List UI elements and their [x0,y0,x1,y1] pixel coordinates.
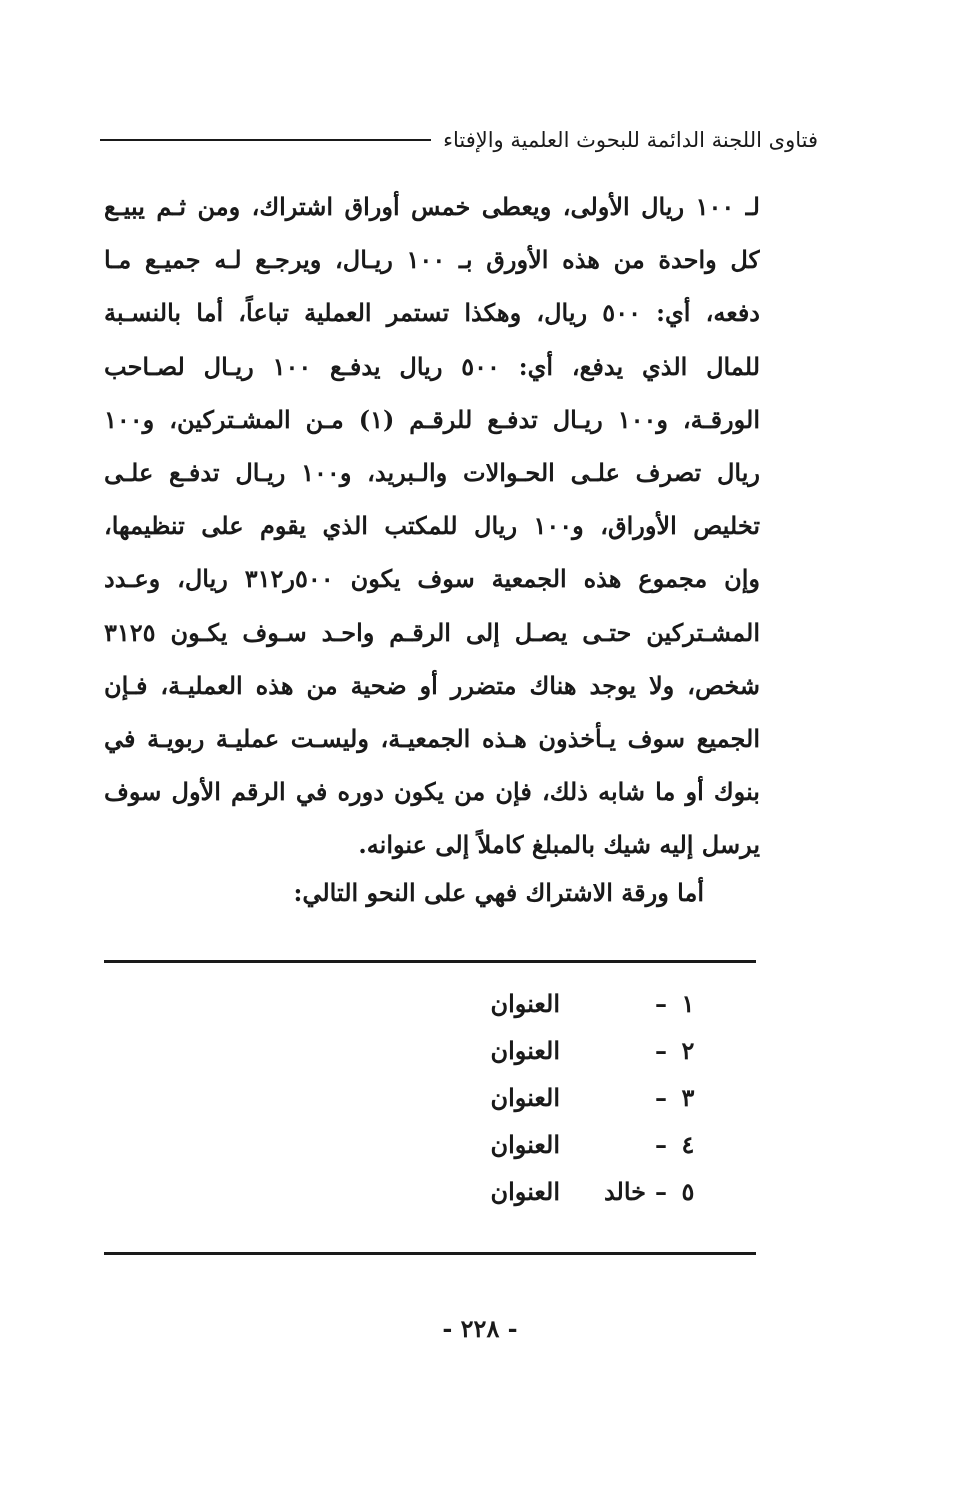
form-top-rule [104,960,756,963]
form-row-number: ١ [681,989,695,1018]
form-row-number: ٢ [681,1036,695,1065]
page-number: - ٢٢٨ - [442,1314,518,1343]
running-header [100,118,818,162]
body-line: بنوك أو ما شابه ذلك، فإن من يكون دوره في الرقم الأول سوف [104,777,760,807]
form-row [380,1027,700,1074]
running-header-title: فتاوى اللجنة الدائمة للبحوث العلمية والإفتاء [443,128,818,152]
form-row-address-label: العنوان [490,1083,560,1112]
form-row-address-label: العنوان [490,1177,560,1206]
form-row [380,980,700,1027]
header-rule [100,139,431,141]
body-line: الجميع سوف يـأخذون هـذه الجمعيـة، وليسـت عمليـة ربويـة في [104,724,760,754]
form-row-dash: – [655,989,667,1018]
subscription-form [380,980,700,1215]
form-row-address-label: العنوان [490,1130,560,1159]
form-row-dash: – [655,1130,667,1159]
body-text [104,180,760,872]
form-row-dash: – [655,1036,667,1065]
form-row [380,1168,700,1215]
body-line: كل واحدة من هذه الأورق بـ ١٠٠ ريـال، ويرجـع لـه جميـع مـا [104,245,760,275]
form-row-address-label: العنوان [490,989,560,1018]
body-line: لـ ١٠٠ ريال الأولى، ويعطى خمس أوراق اشتراك، ومن ثـم يبيـع [104,192,760,221]
form-row-dash: – [655,1083,667,1112]
body-line: دفعه، أي: ٥٠٠ ريال، وهكذا تستمر العملية تباعاً، أما بالنسـبة [104,298,760,328]
body-line: ريال تصرف علـى الحـوالات والـبريد، و١٠٠ ريـال تدفـع علـى [104,458,760,488]
form-row-number: ٤ [681,1130,695,1159]
body-line: الورقـة، و١٠٠ ريـال تدفـع للرقـم (١) مـن المشـتركين، و١٠٠ [104,404,760,434]
form-bottom-rule [104,1252,756,1255]
form-row-address-label: العنوان [490,1036,560,1065]
form-row-name: خالد [603,1177,646,1206]
form-row-number: ٥ [681,1177,695,1206]
form-row-number: ٣ [681,1083,695,1112]
body-line: تخليص الأوراق، و١٠٠ ريال للمكتب الذي يقوم على تنظيمها، [104,511,760,541]
form-row-dash: – [655,1177,667,1206]
body-line: وإن مجموع هذه الجمعية سوف يكون ٥٠٠ر٣١٢ ريال، وعـدد [104,564,760,594]
form-row [380,1121,700,1168]
body-line: للمال الذي يدفع، أي: ٥٠٠ ريال يدفـع ١٠٠ ريـال لصـاحب [104,351,760,381]
body-line: يرسل إليه شيك بالمبلغ كاملاً إلى عنوانه. [358,830,760,860]
body-line: المشـتركين حتـى يصـل إلى الرقـم واحـد سـوف يكـون ٣١٢٥ [104,617,760,647]
form-row [380,1074,700,1121]
form-intro: أما ورقة الاشتراك فهي على النحو التالي: [293,878,704,907]
body-line: شخص، ولا يوجد هناك متضرر أو ضحية من هذه العمليـة، فـإن [104,670,760,700]
